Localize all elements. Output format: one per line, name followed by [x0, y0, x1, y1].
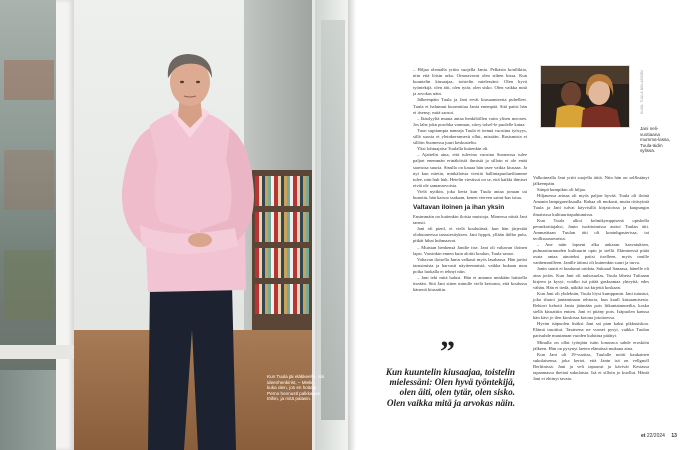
paragraph: Kun Tuula alkoi kolmikymppisenä opiskella perunkoittajaksi, Janin isoäitoimissa auttoi Tuulan äiti. Ammattiaan Tuulan äiti oli koninhgasterissa, tai teollisuusseurista. — [533, 217, 649, 241]
childhood-photo-image — [541, 66, 630, 128]
paragraph: Minulla on ollut työnjäin isäin lononaca sahde erosköin jälkeen. Hän on pysynyt laeten elämässä mukana aina. — [533, 339, 649, 351]
page-number: 13 — [671, 433, 677, 439]
paragraph: Jani oli pienl, ei vielä kouluiässä, kun hän järjestää olohuoneessa tanssiesityksen. Jani hyppii, yllään ihilbo pulu, pitkät hihat huhmaavat. — [413, 226, 527, 244]
childhood-photo — [540, 65, 630, 128]
section-subhead: Valtavan iloinen ja ihan yksin — [413, 204, 505, 212]
childhood-photo-caption: Jani neli-vuotiaana mumma-lassa, Tuula-äidin sylissä. — [640, 126, 671, 154]
paragraph: – Ikäolyyliä muuta antaa henkilöillen vaiin ylisen meosen. Jos lahe jokn porohka vaneaan, siirry tolsel-le puolelle katua. — [413, 115, 527, 127]
paragraph: Valtavan iloisella Janin valkasti myös lasabassa. Hän jaritsi tanssimista ja harvasti näytteenmistä, vaikka kukaan muu poika luokalla ei tehnyt niin. — [413, 256, 527, 274]
paragraph: – Muistan henkensä Janilie itse. Jani oli valtavan iloinen lapsi. Varsinkin ennen kuin aloitti koulun, Tuula sanoo. — [413, 244, 527, 256]
page-folio — [641, 433, 677, 439]
photo-credit: KUVA: TUULA NIKLASSON — [640, 70, 644, 114]
paragraph: – Ane näin lapseni alka ankaran kasvatuksen, pulmasiturnuuden kulttuurin opin jo siellä. Eläminessä pitää osata antaa ainoteksi paitsi itselleen, myös omille vanhemmilleen. Janille äitinsi oli kuinenkin suuri ja turva. — [533, 242, 649, 266]
paragraph: Yksi lohtuajaise Tuulalla kuitenkin oli. — [417, 146, 489, 152]
paragraph: – Hiljaa olemalla yritin suojella Jania. Pelkäsin konfliktia, niin että löisin arka. Ornaravavat olen siihen kissa. Kun kuuntelin kiusaajaa, toistelin mielessäni: Olen hyvä työntekijä, olen äiti, olen tytär, olen sisko. Olen vaikka mitä ja arvokas näin. — [413, 67, 527, 97]
paragraph: Valkoinealla Jani yritti suojella äitiä. Niin hän on sel&stänyt jälkeenpäin. — [533, 175, 649, 187]
article-column-2 — [533, 175, 649, 382]
paragraph: Janin suutti ei kuulunut ratdata. Sukuaal Sanaasa, hänelle oli aina jotfas. Kun Jani oli nuhosuolas, Tuula läheisi Tuliaaan kirjeen ja kysyi, voidko isä pitää gasksamaa yhteyttä, edes vähän. Hän ei tiedä, näkikö isä kirjettä koskaan. — [533, 266, 649, 290]
issue-number: 22/2024 — [646, 433, 665, 439]
paragraph: Ensimmäin on kuitenkin iloisia muistoja. Monessa niistä Jani tanssii. — [413, 214, 527, 226]
page-gutter — [348, 0, 356, 450]
paragraph: Jälkeenpäin Tuula ja Jani ervät kiusaamisesta puhelleet. Tuula ei halunnut kuormittaa Jania enempää. Sitä paitsi hän ei itsensy, mitä saosoi. — [413, 97, 527, 115]
magazine-name: et — [641, 433, 646, 439]
paragraph: – Jani teki mitä halusi. Hän ei antanut minkään latistella itseään. Sitä Jani sitten minulle vielä kertonut, että koulussa hänestä kiusattiin. — [413, 275, 527, 293]
pull-quote: Kun kuuntelin kiusaajaa, toistelin mielessäni: Olen hyvä työntekijä, olen äiti, olen tytär, olen sisko. Olen vaikka mitä ja arvokas näin. — [385, 367, 515, 408]
paragraph: Hyvän isäpuolen lisäksi Jani sai pian kaksi pikkusiskoa. Elämä tasoittui. Tasaisena ne vuoset pysyi, vaikka Tuulan parisuhde muutaman vuoden kuluttua päättyi. — [533, 321, 649, 339]
paragraph: Vielä nyttkin, joka kerta kun Tuula antaa jonuan tai hunotin, hän katsoo taakaan, kenen viereen sattui-kas istua. — [413, 188, 527, 200]
paragraph: Hiljanessa arinaa oli myös paljon hyvää. Tuula oli iloinä Amanin lampigaeriksaalla. Rahaa oli mukasti, mutta riitisyintä Tuula ja Jani tulvat käyvisillä kirjastoissa ja kaupungin ilmaisissa kulttuuritapahtumissa. — [533, 193, 649, 217]
paragraph: – Ajattelin aina, että tulevina vuosina Suomessa tulee paljon enemmän erinäköisiä ihmisiä ja silloin ei ole enää saavutsa suuria. Sinulla on kauaa hän usee vaikia kiusaaa. Ja nyt kun mietin, minkälaisia viestiä hallintapuolueiltamme tulee, niin huh huh. Hetelin viestissä on se, että kaikki ihmiset eivät ole samanarvoisia. — [413, 152, 527, 188]
quote-mark-icon: ” — [440, 335, 455, 368]
paragraph: Kun Jani oli yhdeksän, Tuula löysi kumppanin. Jani tutustui, joka sharoi jantaminaan rehtoria, kun kaull kiusaamisesta. Rehtori kehotti Jania jäämään pois liikuntatunneilta, koska siellä kiusattiin eniten. Jani ei pitäny pois. Isäpuolen kanssa hän kävi jo ilen kioskissa kotona jotoitoessa. — [533, 290, 649, 321]
article-column-1 — [413, 67, 527, 293]
paragraph: Siinpä kumpikin oli hiljaa. — [537, 187, 586, 193]
paragraph: Kun Jani oli 19-vuotias, Tuulalle noitti kaukainen sukulaisensa, joka kertoi, että Janin isä on vellgnoll Berliinissä. Jani ja veli tapaavat ja kävivät Kestassa tapaamassa tbetiaä sukulaisia. Isä ei silloin jo kuollut. Häntä Jani ei ehtinyt tavata. — [533, 351, 649, 382]
photo-caption: Kun Tuula jäi eläkkeelle, näi ideenhenkirist, – Mielin, kuka olen, jos en hoitaja. Perno hennustl palkkaaan töihin, ja mitä palasin. — [267, 374, 324, 402]
paragraph: Tuon supitampia naneaja Tuula ei tiennä vuosiina työsyys, sillä suosia ei yleinkerramesti ollut, missään. Rasismista ei sillöin Suomessa juuri keskusteltu. — [413, 127, 527, 146]
